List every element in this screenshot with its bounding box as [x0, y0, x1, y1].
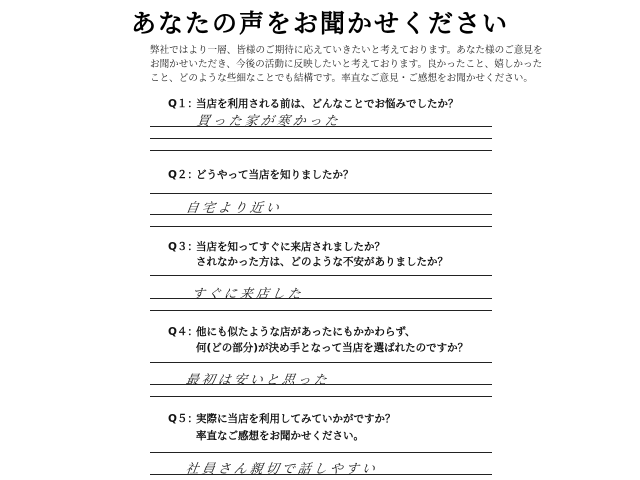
- answer-line: [150, 452, 492, 453]
- intro-line: 弊社ではより一層、皆様のご期待に応えていきたいと考えております。あなた様のご意見を: [150, 45, 543, 56]
- question-4-sub: 何(どの部分)が決め手となって当店を選ばれたのですか？: [196, 342, 469, 354]
- answer-line: [150, 214, 492, 215]
- page-title: あなたの声をお聞かせください: [130, 9, 509, 38]
- answer-line: [150, 150, 492, 151]
- answer-4: 最初は安いと思った: [184, 373, 331, 388]
- question-text: どうやって当店を知りましたか？: [196, 169, 354, 181]
- intro-line: こと、どのような些細なことでも結構です。率直なご意見・ご感想をお聞かせください。: [150, 73, 533, 84]
- answer-3: すぐに来店した: [190, 287, 305, 302]
- answer-line: [150, 474, 492, 475]
- question-2: [168, 167, 354, 182]
- question-5-sub: 率直なご感想をお聞かせください。: [196, 430, 364, 442]
- question-4: [168, 324, 416, 339]
- answer-line: [150, 310, 492, 311]
- answer-5: 社員さん親切で話しやすい: [184, 462, 379, 477]
- answer-line: [150, 396, 492, 397]
- answer-line: [150, 275, 492, 276]
- answer-line: [150, 193, 492, 194]
- intro-line: お聞かせいただき、今後の活動に反映したいと考えております。良かったこと、嬉しかった: [150, 59, 543, 70]
- answer-line: [150, 384, 492, 385]
- question-number: Q１：: [168, 98, 198, 110]
- question-3: [168, 239, 385, 254]
- question-number: Q４：: [168, 326, 198, 338]
- answer-2: 自宅より近い: [184, 201, 283, 216]
- answer-line: [150, 226, 492, 227]
- question-number: Q２：: [168, 169, 198, 181]
- intro-paragraph: [150, 44, 543, 86]
- question-text: 当店を知ってすぐに来店されましたか？: [196, 241, 385, 253]
- question-text: 他にも似たような店があったにもかかわらず、: [196, 326, 416, 338]
- question-number: Q３：: [168, 241, 198, 253]
- question-1: [168, 96, 459, 111]
- question-text: 実際に当店を利用してみていかがですか？: [196, 413, 396, 425]
- answer-line: [150, 298, 492, 299]
- question-number: Q５：: [168, 413, 198, 425]
- question-text: 当店を利用される前は、どんなことでお悩みでしたか？: [196, 98, 459, 110]
- answer-line: [150, 138, 492, 139]
- answer-line: [150, 362, 492, 363]
- answer-line: [150, 126, 492, 127]
- answer-1: 買った家が寒かった: [195, 114, 342, 129]
- question-5: [168, 411, 396, 426]
- question-3-sub: されなかった方は、どのような不安がありましたか？: [196, 256, 448, 268]
